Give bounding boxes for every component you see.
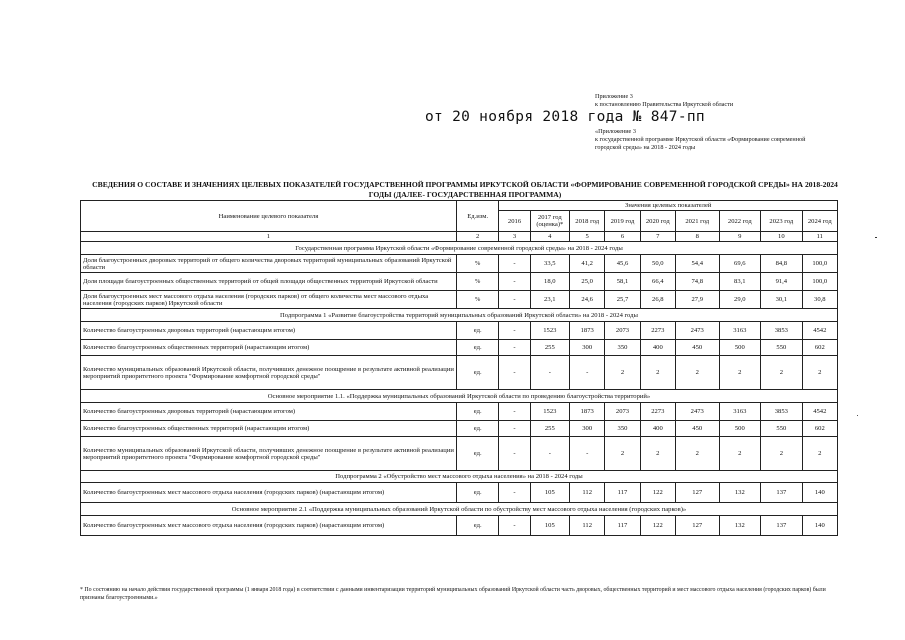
indicator-value: 255 — [530, 340, 569, 356]
indicator-value: 2 — [802, 437, 837, 471]
indicator-value: 2073 — [605, 403, 640, 421]
indicator-value: 132 — [719, 516, 761, 536]
section-title: Основное мероприятие 2.1 «Поддержка муниципальных образований Иркутской области по обустройству мест массового отдыха населения (городских парков)» — [81, 503, 838, 516]
indicator-value: 3163 — [719, 322, 761, 340]
indicator-value: 69,6 — [719, 255, 761, 273]
indicator-value: 1523 — [530, 322, 569, 340]
indicator-value: 2 — [605, 437, 640, 471]
indicator-value: 117 — [605, 483, 640, 503]
indicator-value: - — [570, 437, 605, 471]
indicator-value: - — [499, 437, 530, 471]
indicator-value: 137 — [761, 483, 803, 503]
indicator-value: 84,8 — [761, 255, 803, 273]
column-number: 11 — [802, 232, 837, 242]
indicator-unit: ед. — [456, 322, 499, 340]
year-header: 2019 год — [605, 211, 640, 232]
indicator-unit: ед. — [456, 516, 499, 536]
indicator-value: - — [499, 273, 530, 291]
indicator-value: - — [530, 356, 569, 390]
indicator-value: 2 — [719, 437, 761, 471]
indicator-unit: ед. — [456, 483, 499, 503]
indicator-value: 112 — [570, 516, 605, 536]
indicator-value: 127 — [675, 516, 719, 536]
indicator-value: 2 — [675, 356, 719, 390]
indicator-value: 4542 — [802, 322, 837, 340]
indicator-value: 2 — [719, 356, 761, 390]
indicator-value: 132 — [719, 483, 761, 503]
indicator-value: 300 — [570, 340, 605, 356]
indicator-value: 400 — [640, 340, 675, 356]
indicator-value: 2473 — [675, 322, 719, 340]
column-number: 8 — [675, 232, 719, 242]
indicator-value: 550 — [761, 421, 803, 437]
program-appendix-line-3: городской среды» на 2018 - 2024 годы — [595, 144, 696, 151]
section-row — [81, 309, 838, 322]
indicator-value: 140 — [802, 516, 837, 536]
indicator-unit: ед. — [456, 437, 499, 471]
column-header-name: Наименование целевого показателя — [81, 201, 457, 232]
column-number: 2 — [456, 232, 499, 242]
column-number: 3 — [499, 232, 530, 242]
indicator-value: - — [499, 483, 530, 503]
indicator-value: 2273 — [640, 403, 675, 421]
column-number: 4 — [530, 232, 569, 242]
indicator-value: 66,4 — [640, 273, 675, 291]
section-row — [81, 503, 838, 516]
indicator-unit: % — [456, 291, 499, 309]
indicator-value: 255 — [530, 421, 569, 437]
table-row — [81, 403, 838, 421]
section-row — [81, 242, 838, 255]
indicator-value: 1873 — [570, 322, 605, 340]
indicator-name: Количество благоустроенных дворовых территорий (нарастающим итогом) — [81, 403, 457, 421]
indicator-value: 602 — [802, 421, 837, 437]
indicator-value: 83,1 — [719, 273, 761, 291]
indicator-name: Количество благоустроенных общественных территорий (нарастающим итогом) — [81, 340, 457, 356]
indicator-value: - — [499, 356, 530, 390]
indicator-value: - — [499, 403, 530, 421]
indicator-value: 45,6 — [605, 255, 640, 273]
indicator-value: 450 — [675, 421, 719, 437]
section-title: Подпрограмма 1 «Развитие благоустройства территорий муниципальных образований Иркутской области» на 2018 - 2024 годы — [81, 309, 838, 322]
indicator-value: 100,0 — [802, 273, 837, 291]
indicator-value: 2 — [640, 356, 675, 390]
indicator-value: 25,7 — [605, 291, 640, 309]
table-row — [81, 483, 838, 503]
section-title: Государственная программа Иркутской области «Формирование современной городской среды» на 2018 - 2024 годы — [81, 242, 838, 255]
indicator-unit: ед. — [456, 403, 499, 421]
indicator-value: 1523 — [530, 403, 569, 421]
indicator-value: 30,1 — [761, 291, 803, 309]
indicator-value: 137 — [761, 516, 803, 536]
indicator-value: 2 — [761, 437, 803, 471]
indicator-value: 350 — [605, 340, 640, 356]
indicator-value: 105 — [530, 483, 569, 503]
indicator-value: - — [499, 322, 530, 340]
year-header: 2016 — [499, 211, 530, 232]
program-appendix-line-2: к государственной программе Иркутской области «Формирование современной — [595, 136, 806, 143]
table-row — [81, 516, 838, 536]
scan-mark — [857, 415, 858, 416]
column-number: 5 — [570, 232, 605, 242]
table-row — [81, 273, 838, 291]
program-appendix-line-1: «Приложение 3 — [595, 128, 636, 135]
indicator-value: 18,0 — [530, 273, 569, 291]
indicator-value: 1873 — [570, 403, 605, 421]
indicator-unit: ед. — [456, 356, 499, 390]
year-header: 2023 год — [761, 211, 803, 232]
indicator-value: 122 — [640, 483, 675, 503]
indicator-value: 2 — [675, 437, 719, 471]
indicator-name: Количество благоустроенных общественных территорий (нарастающим итогом) — [81, 421, 457, 437]
indicator-name: Доля благоустроенных мест массового отдыха населения (городских парков) от общего количества мест массового отдыха населения (городских парков) Иркутской области — [81, 291, 457, 309]
indicator-value: 25,0 — [570, 273, 605, 291]
indicator-value: 3853 — [761, 322, 803, 340]
indicator-value: 300 — [570, 421, 605, 437]
indicator-value: 400 — [640, 421, 675, 437]
table-row — [81, 340, 838, 356]
column-number: 10 — [761, 232, 803, 242]
indicator-value: - — [530, 437, 569, 471]
indicator-value: 24,6 — [570, 291, 605, 309]
indicator-value: 140 — [802, 483, 837, 503]
column-number: 7 — [640, 232, 675, 242]
section-row — [81, 471, 838, 483]
indicator-value: 3853 — [761, 403, 803, 421]
table-row — [81, 322, 838, 340]
indicator-value: 33,5 — [530, 255, 569, 273]
indicator-unit: % — [456, 255, 499, 273]
indicator-name: Количество муниципальных образований Иркутской области, получивших денежное поощрение в результате активной реализации мероприятий приоритетного проекта "Формирование комфортной городской среды" — [81, 437, 457, 471]
indicator-name: Количество муниципальных образований Иркутской области, получивших денежное поощрение в результате активной реализации мероприятий приоритетного проекта "Формирование комфортной городской среды" — [81, 356, 457, 390]
indicator-value: 2 — [640, 437, 675, 471]
appendix-line-1: Приложение 3 — [595, 93, 633, 100]
indicator-value: 74,8 — [675, 273, 719, 291]
footnote: * По состоянию на начало действия государственной программы (1 января 2018 года) в соответствии с данными инвентаризации территорий муниципальных образований Иркутской области часть дворовых, общественных территорий и мест массового отдыха населения (городских парков) были признаны благоустроенными.» — [80, 587, 826, 601]
document-title: СВЕДЕНИЯ О СОСТАВЕ И ЗНАЧЕНИЯХ ЦЕЛЕВЫХ ПОКАЗАТЕЛЕЙ ГОСУДАРСТВЕННОЙ ПРОГРАММЫ ИРКУТСКОЙ ОБЛАСТИ «ФОРМИРОВАНИЕ СОВРЕМЕННОЙ ГОРОДСКОЙ СРЕДЫ» НА 2018-2024 ГОДЫ (ДАЛЕЕ- ГОСУДАРСТВЕННАЯ ПРОГРАММА) — [92, 180, 838, 199]
section-title: Основное мероприятие 1.1. «Поддержка муниципальных образований Иркутской области по проведению благоустройства территорий» — [81, 390, 838, 403]
indicator-value: 30,8 — [802, 291, 837, 309]
year-header: 2022 год — [719, 211, 761, 232]
indicator-value: 350 — [605, 421, 640, 437]
column-header-values: Значения целевых показателей — [499, 201, 838, 211]
indicator-unit: ед. — [456, 421, 499, 437]
indicator-value: 54,4 — [675, 255, 719, 273]
section-row — [81, 390, 838, 403]
indicator-value: - — [499, 421, 530, 437]
indicator-value: - — [570, 356, 605, 390]
scan-mark — [875, 237, 877, 238]
table-row — [81, 421, 838, 437]
indicator-value: - — [499, 291, 530, 309]
indicator-value: 500 — [719, 421, 761, 437]
indicator-value: 29,0 — [719, 291, 761, 309]
indicator-value: 2 — [761, 356, 803, 390]
table-row — [81, 437, 838, 471]
indicator-value: 602 — [802, 340, 837, 356]
table-row — [81, 291, 838, 309]
indicator-value: 50,0 — [640, 255, 675, 273]
table-row — [81, 356, 838, 390]
indicator-value: 117 — [605, 516, 640, 536]
indicator-name: Количество благоустроенных мест массового отдыха населения (городских парков) (нарастающим итогом) — [81, 516, 457, 536]
indicator-value: 41,2 — [570, 255, 605, 273]
indicator-value: 2 — [605, 356, 640, 390]
indicator-value: 450 — [675, 340, 719, 356]
indicator-unit: ед. — [456, 340, 499, 356]
indicator-value: 100,0 — [802, 255, 837, 273]
indicator-value: 2073 — [605, 322, 640, 340]
indicator-value: 105 — [530, 516, 569, 536]
column-header-unit: Ед.изм. — [456, 201, 499, 232]
indicator-name: Количество благоустроенных мест массового отдыха населения (городских парков) (нарастающим итогом) — [81, 483, 457, 503]
indicator-value: 23,1 — [530, 291, 569, 309]
column-number: 6 — [605, 232, 640, 242]
indicator-value: 112 — [570, 483, 605, 503]
indicator-value: 27,9 — [675, 291, 719, 309]
section-title: Подпрограмма 2 «Обустройство мест массового отдыха населения» на 2018 - 2024 годы — [81, 471, 838, 483]
indicator-value: 122 — [640, 516, 675, 536]
indicator-name: Доля благоустроенных дворовых территорий от общего количества дворовых территорий муниципальных образований Иркутской области — [81, 255, 457, 273]
indicator-value: 2273 — [640, 322, 675, 340]
column-number: 9 — [719, 232, 761, 242]
year-header: 2021 год — [675, 211, 719, 232]
indicator-unit: % — [456, 273, 499, 291]
indicator-value: 127 — [675, 483, 719, 503]
indicator-value: 91,4 — [761, 273, 803, 291]
indicator-value: 500 — [719, 340, 761, 356]
indicator-value: - — [499, 255, 530, 273]
year-header: 2017 год (оценка)* — [530, 211, 569, 232]
year-header: 2018 год — [570, 211, 605, 232]
table-row — [81, 255, 838, 273]
indicator-value: 26,8 — [640, 291, 675, 309]
indicators-table — [80, 200, 838, 536]
year-header: 2020 год — [640, 211, 675, 232]
indicator-value: 550 — [761, 340, 803, 356]
year-header: 2024 год — [802, 211, 837, 232]
indicator-name: Доля площади благоустроенных общественных территорий от общей площади общественных территорий Иркутской области — [81, 273, 457, 291]
indicator-value: 58,1 — [605, 273, 640, 291]
indicator-value: - — [499, 340, 530, 356]
indicator-value: 4542 — [802, 403, 837, 421]
appendix-line-2: к постановлению Правительства Иркутской области — [595, 101, 734, 108]
indicator-value: 3163 — [719, 403, 761, 421]
column-number: 1 — [81, 232, 457, 242]
indicator-name: Количество благоустроенных дворовых территорий (нарастающим итогом) — [81, 322, 457, 340]
decree-date-number: от 20 ноября 2018 года № 847-пп — [425, 109, 705, 125]
indicator-value: - — [499, 516, 530, 536]
indicator-value: 2 — [802, 356, 837, 390]
indicator-value: 2473 — [675, 403, 719, 421]
